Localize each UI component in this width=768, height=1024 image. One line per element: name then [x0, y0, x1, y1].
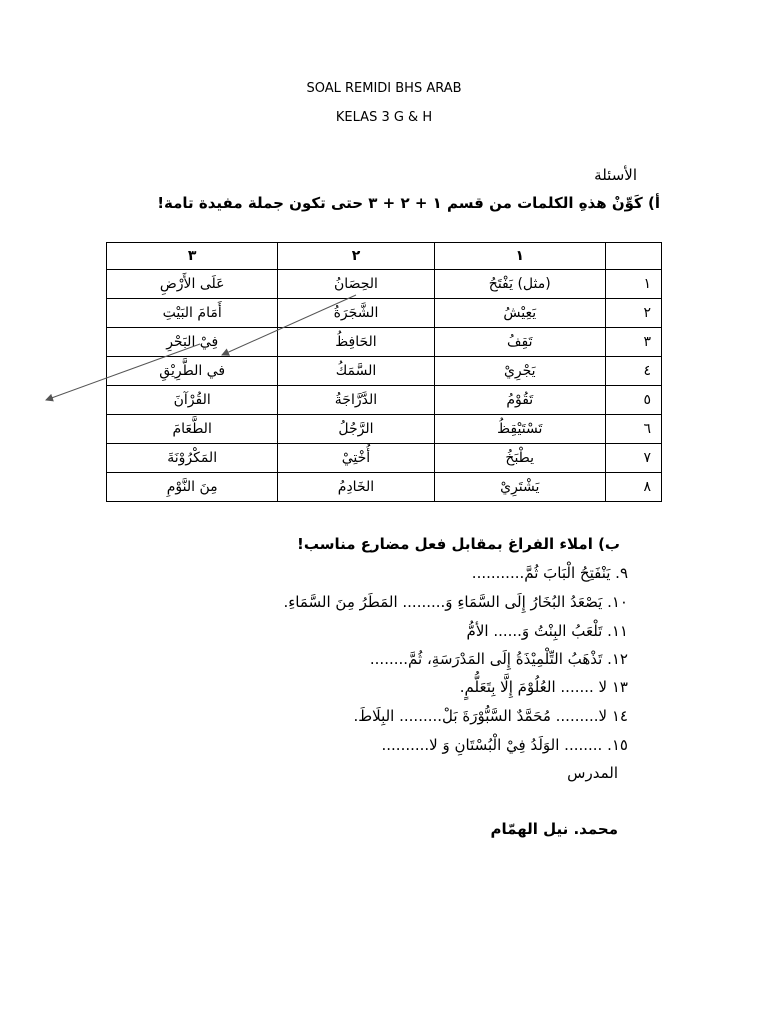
table-cell: يطْبَخُ — [434, 444, 605, 473]
table-cell: السَّمَكُ — [278, 357, 434, 386]
row-number: ٤ — [605, 357, 661, 386]
row-number: ٨ — [605, 473, 661, 502]
table-cell: تَقُوْمُ — [434, 386, 605, 415]
table-cell: يَعِيْشُ — [434, 299, 605, 328]
table-cell: أُخْتِيْ — [278, 444, 434, 473]
class-line: KELAS 3 G & H — [335, 110, 433, 125]
table-cell: الشَّجَرَةُ — [278, 299, 434, 328]
row-number: ٧ — [605, 444, 661, 473]
question-item: ١٥. ........ الوَلَدُ فِيْ الْبُسْتَانِ وَ لا.......... — [381, 736, 628, 754]
row-number: ٥ — [605, 386, 661, 415]
teacher-name: محمد. نيل الهمّام — [490, 820, 618, 838]
table-cell: مِنَ النَّوْمِ — [107, 473, 278, 502]
table-cell: الحِصَانُ — [278, 270, 434, 299]
table-cell: يَشْتَرِيْ — [434, 473, 605, 502]
table-cell: أَمَامَ البَيْتِ — [107, 299, 278, 328]
table-cell: فِيْ البَحْرِ — [107, 328, 278, 357]
document-title: SOAL REMIDI BHS ARAB — [306, 81, 462, 96]
question-item: ١٠. يَصْعَدُ البُخَارُ إِلَى السَّمَاءِ وَ......... المَطَرُ مِنَ السَّمَاءِ. — [283, 593, 628, 611]
question-item: ١١. تَلْعَبُ البِنْتُ وَ...... الأمُّ — [466, 622, 628, 640]
table-cell: الحَافِظُ — [278, 328, 434, 357]
arrow-line — [222, 295, 356, 355]
question-item: ١٤ لا......... مُحَمَّدٌ السَّبُّوْرَةَ بَلْ......... البِلَاطَ. — [353, 707, 628, 725]
table-cell: الرَّجُلُ — [278, 415, 434, 444]
table-header: ٣ — [107, 243, 278, 270]
instruction-b: ب) املاء الفراغ بمقابل فعل مضارع مناسب! — [297, 535, 620, 553]
table-header: ٢ — [278, 243, 434, 270]
row-number: ١ — [605, 270, 661, 299]
table-header: ١ — [434, 243, 605, 270]
question-item: ١٢. تَذْهَبُ التِّلْمِيْذَةُ إِلَى المَدْرَسَةِ، ثُمَّ........ — [369, 650, 628, 668]
table-cell: (مثل) يَفْتَحُ — [434, 270, 605, 299]
table-cell: الطَّعَامَ — [107, 415, 278, 444]
table-cell: القُرْآنَ — [107, 386, 278, 415]
question-item: ٩. يَنْفَتِحُ الْبَابَ ثُمَّ........... — [471, 564, 628, 582]
table-cell: يَجْرِيْ — [434, 357, 605, 386]
table-cell: المَكْرُوْنَةَ — [107, 444, 278, 473]
table-cell: تَقِفُ — [434, 328, 605, 357]
row-number: ٢ — [605, 299, 661, 328]
arrow-line — [46, 344, 200, 400]
instruction-a: أ) كَوِّنْ هذهِ الكلمات من قسم ١ + ٢ + ٣ حتى تكون جملة مفيدة تامة! — [157, 194, 660, 212]
row-number: ٦ — [605, 415, 661, 444]
table-cell: عَلَى الأَرْضِ — [107, 270, 278, 299]
table-cell: الخَادِمُ — [278, 473, 434, 502]
table-cell: الدَّرَّاجَةُ — [278, 386, 434, 415]
question-item: ١٣ لا ....... العُلُوْمَ إِلَّا بِتَعَلُّمٍ. — [459, 678, 628, 696]
row-number: ٣ — [605, 328, 661, 357]
table-cell: تَسْتَيْقِظُ — [434, 415, 605, 444]
teacher-label: المدرس — [567, 764, 618, 782]
questions-heading: الأسئلة — [594, 166, 637, 184]
table-cell: في الطَّرِيْقِ — [107, 357, 278, 386]
